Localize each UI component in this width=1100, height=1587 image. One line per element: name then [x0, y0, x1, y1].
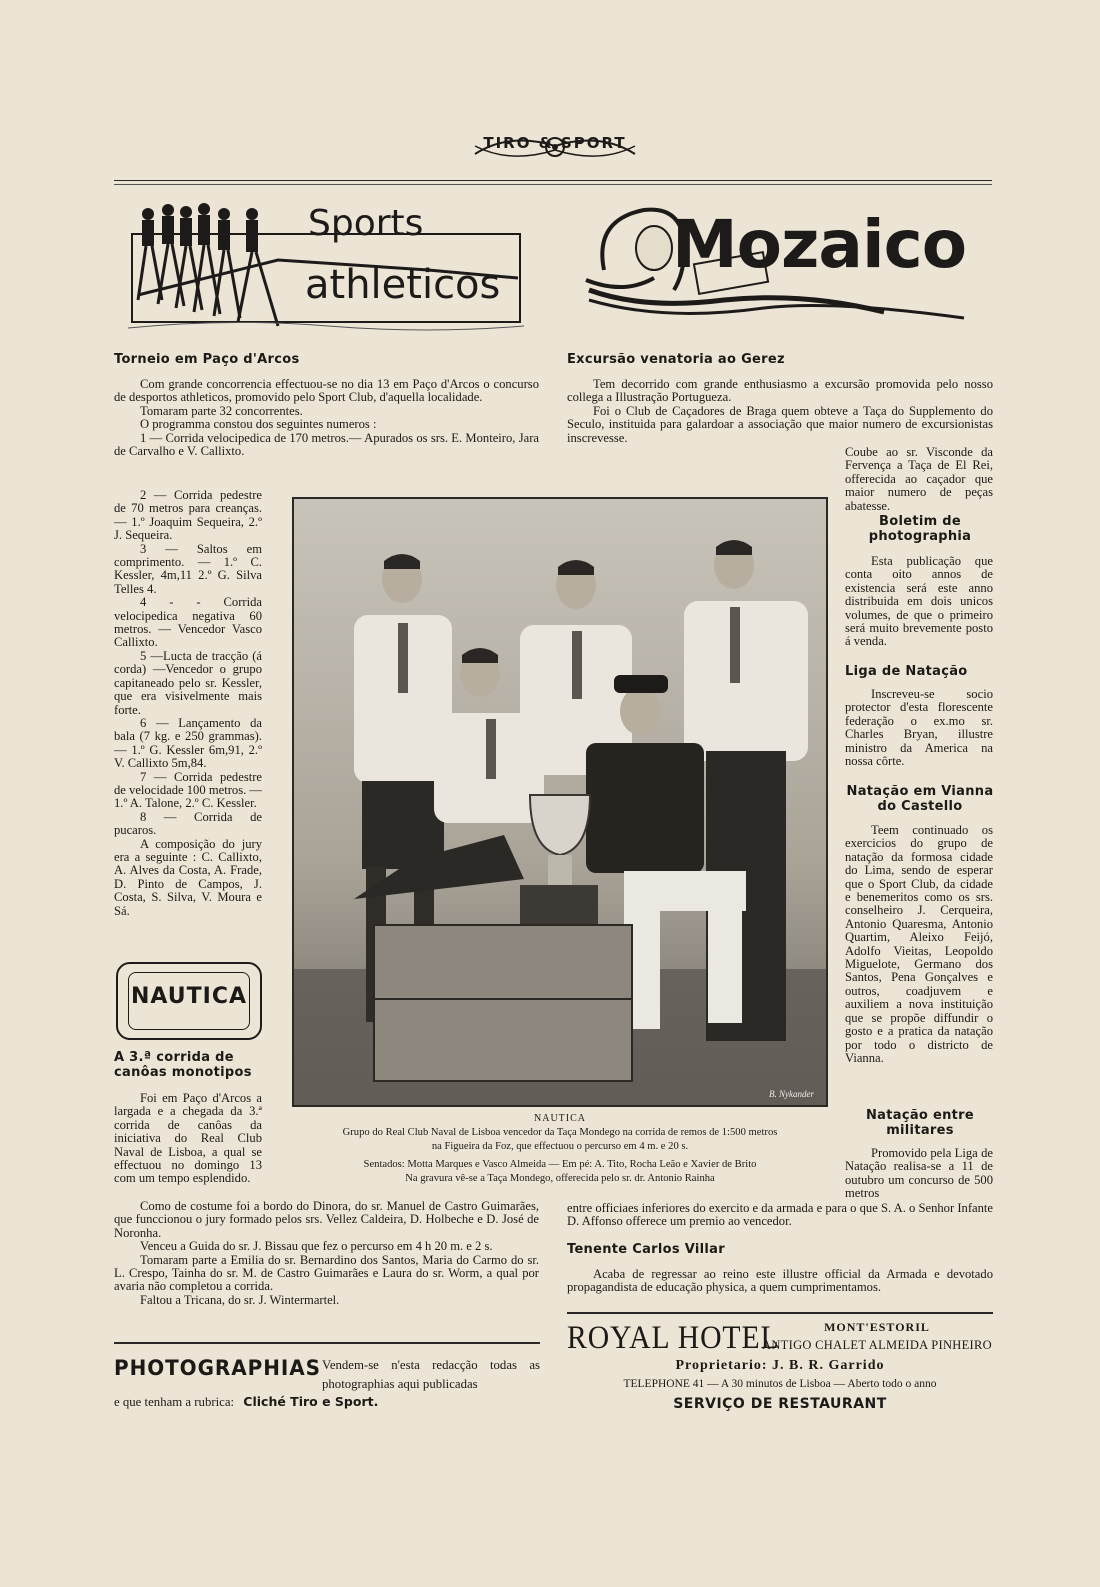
- masthead-rule: [114, 180, 992, 181]
- photographias-ad-title: PHOTOGRAPHIAS: [114, 1356, 321, 1380]
- nautica-p1-block: [114, 1092, 262, 1186]
- photographias-ad-text1: Vendem-se n'esta redacção todas as photographias aqui publicadas: [322, 1358, 540, 1391]
- tenente-title: Tenente Carlos Villar: [567, 1242, 725, 1257]
- nautica-p1: Foi em Paço d'Arcos a largada e a chegada da 3.ª corrida de canôas da iniciativa do Real Club Naval de Lisboa, a qual se effectuou no domingo 13 com um tempo esplendido.: [114, 1091, 262, 1186]
- left-article-p8: 5 —Lucta de tracção (á corda) —Vencedor o grupo capitaneado pelo sr. Kessler, que era visivelmente mais forte.: [114, 648, 262, 717]
- liga-title: Liga de Natação: [845, 664, 968, 679]
- left-article-title: Torneio em Paço d'Arcos: [114, 352, 300, 367]
- hotel-ad-rule: [567, 1312, 993, 1314]
- hotel-ad-subtitle: ANTIGO CHALET ALMEIDA PINHEIRO: [762, 1338, 992, 1352]
- nautica-banner-label: NAUTICA: [131, 984, 247, 1009]
- nautica-p5: Faltou a Tricana, do sr. J. Wintermartel.: [140, 1292, 340, 1307]
- sports-banner-line2: athleticos: [305, 262, 501, 308]
- left-article-p3: O programma constou dos seguintes numeros :: [140, 417, 377, 432]
- vianna-body: [845, 824, 993, 1065]
- left-article-intro: [114, 378, 539, 458]
- militares-title: Natação entre militares: [866, 1108, 974, 1138]
- hotel-ad-service: SERVIÇO DE RESTAURANT: [673, 1396, 887, 1412]
- team-photo: [292, 497, 828, 1107]
- militares-p1b: entre officiaes inferiores do exercito e da armada e para o que S. A. o Senhor Infante D. Affonso offerece um premio ao vencedor.: [567, 1201, 993, 1229]
- nautica-p2: Como de costume foi a bordo do Dinora, do sr. Manuel de Castro Guimarães, que funccionou o jury formado pelos srs. Vellez Caldeira, D. Holbeche e D. José de Noronha.: [114, 1199, 539, 1240]
- militares-body: [845, 1147, 993, 1201]
- mozaico-banner-title: Mozaico: [672, 206, 967, 283]
- liga-body: [845, 688, 993, 768]
- boletim-title: Boletim de photographia: [868, 514, 972, 544]
- photo-signature: B. Nykander: [769, 1089, 814, 1099]
- boletim-p1: Esta publicação que conta oito annos de existencia será este anno distribuida em dois unicos volumes, de que o primeiro será muito brevemente posto á venda.: [845, 554, 993, 649]
- tenente-p1: Acaba de regressar ao reino este illustre official da Armada e devotado propagandista de educação physica, a quem cumprimentamos.: [567, 1267, 993, 1295]
- left-article-p10: 7 — Corrida pedestre de velocidade 100 metros. — 1.º A. Talone, 2.º C. Kessler.: [114, 769, 262, 811]
- nautica-p3: Venceu a Guida do sr. J. Bissau que fez o percurso em 4 h 20 m. e 2 s.: [140, 1239, 493, 1254]
- caption-title: NAUTICA: [534, 1113, 586, 1124]
- nautica-title: A 3.ª corrida de canôas monotipos: [114, 1050, 252, 1080]
- right-article-p3: Coube ao sr. Visconde da Fervença a Taça de El Rei, offerecida ao caçador que maior numero de peças abatesse.: [845, 445, 993, 513]
- left-article-results: [114, 489, 262, 918]
- left-article-p2: Tomaram parte 32 concorrentes.: [140, 403, 303, 418]
- right-article-title: Excursão venatoria ao Gerez: [567, 352, 785, 367]
- caption-line3: Sentados: Motta Marques e Vasco Almeida — Em pé: A. Tito, Rocha Leão e Xavier de Brito: [363, 1159, 757, 1170]
- photographias-ad-text2: e que tenham a rubrica:: [114, 1395, 235, 1409]
- nautica-p4: Tomaram parte a Emilia do sr. Bernardino dos Santos, Maria do Carmo do sr. L. Crespo, Tainha do sr. M. de Castro Guimarães e Laura do sr. Worm, a qual por avaria não completou a corrida.: [114, 1252, 539, 1294]
- liga-p1: Inscreveu-se socio protector d'esta florescente federação o ex.mo sr. Charles Bryan, illustre ministro da America na nossa côrte.: [845, 687, 993, 769]
- photographias-ad-line2: [114, 1394, 540, 1410]
- militares-continued: [567, 1202, 993, 1229]
- masthead-rule-thin: [114, 184, 992, 185]
- right-article-p1: Tem decorrido com grande enthusiasmo a excursão promovida pelo nosso collega a Illustração Portugueza.: [567, 377, 993, 405]
- hotel-ad-place: MONT'ESTORIL: [824, 1320, 930, 1334]
- hotel-ad-info: TELEPHONE 41 — A 30 minutos de Lisboa — Aberto todo o anno: [623, 1378, 937, 1390]
- vianna-p1: Teem continuado os exercicios do grupo de natação da formosa cidade do Lima, sendo de esperar que o Sport Club, da cidade e benemeritos como os srs. conselheiro J. Cerqueira, Antonio Quaresma, Antonio Quartim, Aleixo Feijó, Adolfo Vieitas, Leopoldo Miguelote, Germano dos Santos, Pena Gonçalves e outros, coadjuvem e auxiliem a nova instituição que se propõe diffundir o gosto e a pratica da natação por todo o districto de Vianna.: [845, 823, 993, 1065]
- photographias-ad-rule: [114, 1342, 540, 1344]
- hotel-ad-name: ROYAL HOTEL: [567, 1320, 780, 1356]
- photo-caption: [292, 1112, 828, 1186]
- hotel-ad-owner: Proprietario: J. B. R. Garrido: [675, 1358, 885, 1373]
- sports-banner-line1: Sports: [308, 203, 424, 244]
- left-article-p12: A composição do jury era a seguinte : C. Callixto, A. Alves da Costa, A. Frade, D. Pinto de Campos, J. Costa, S. Silva, V. Moura e Sá.: [114, 836, 262, 918]
- nautica-rest-block: [114, 1200, 539, 1307]
- left-article-p5: 2 — Corrida pedestre de 70 metros para creanças. — 1.º Joaquim Sequeira, 2.º J. Sequeira.: [114, 488, 262, 543]
- masthead-title: TIRO & SPORT: [483, 134, 627, 152]
- caption-line4: Na gravura vê-se a Taça Mondego, offerecida pelo sr. dr. Antonio Rainha: [405, 1173, 715, 1184]
- left-article-p11: 8 — Corrida de pucaros.: [114, 809, 262, 838]
- left-article-p1: Com grande concorrencia effectuou-se no dia 13 em Paço d'Arcos o concurso de desportos athleticos, promovido pelo Sport Club, d'aquella localidade.: [114, 377, 539, 405]
- militares-p1: Promovido pela Liga de Natação realisa-se a 11 de outubro um concurso de 500 metros: [845, 1146, 993, 1201]
- boletim-body: [845, 555, 993, 649]
- left-article-p9: 6 — Lançamento da bala (7 kg. e 250 grammas). — 1.º G. Kessler 6m,91, 2.º V. Callixto 5m,84.: [114, 715, 262, 771]
- photographias-ad-brand: Cliché Tiro e Sport.: [243, 1394, 379, 1409]
- caption-line1: Grupo do Real Club Naval de Lisboa vencedor da Taça Mondego na corrida de remos de 1:500 metros: [342, 1127, 778, 1138]
- right-article-intro: [567, 378, 993, 445]
- left-article-p6: 3 — Saltos em comprimento. — 1.º C. Kessler, 4m,11 2.º G. Silva Telles 4.: [114, 541, 262, 596]
- left-article-p4: 1 — Corrida velocipedica de 170 metros.— Apurados os srs. E. Monteiro, Jara de Carvalho e V. Callixto.: [114, 430, 539, 459]
- nautica-banner: [116, 962, 262, 1040]
- tenente-body: [567, 1268, 993, 1295]
- vianna-title: Natação em Vianna do Castello: [846, 784, 994, 814]
- caption-line2: na Figueira da Foz, que effectuou o percurso em 4 m. e 20 s.: [431, 1141, 689, 1152]
- right-article-p2: Foi o Club de Caçadores de Braga quem obteve a Taça do Supplemento do Seculo, instituida para galardoar a associação que maior numero de excursionistas inscrevesse.: [567, 403, 993, 445]
- left-article-p7: 4 - - Corrida velocipedica negativa 60 metros. — Vencedor Vasco Callixto.: [114, 595, 262, 650]
